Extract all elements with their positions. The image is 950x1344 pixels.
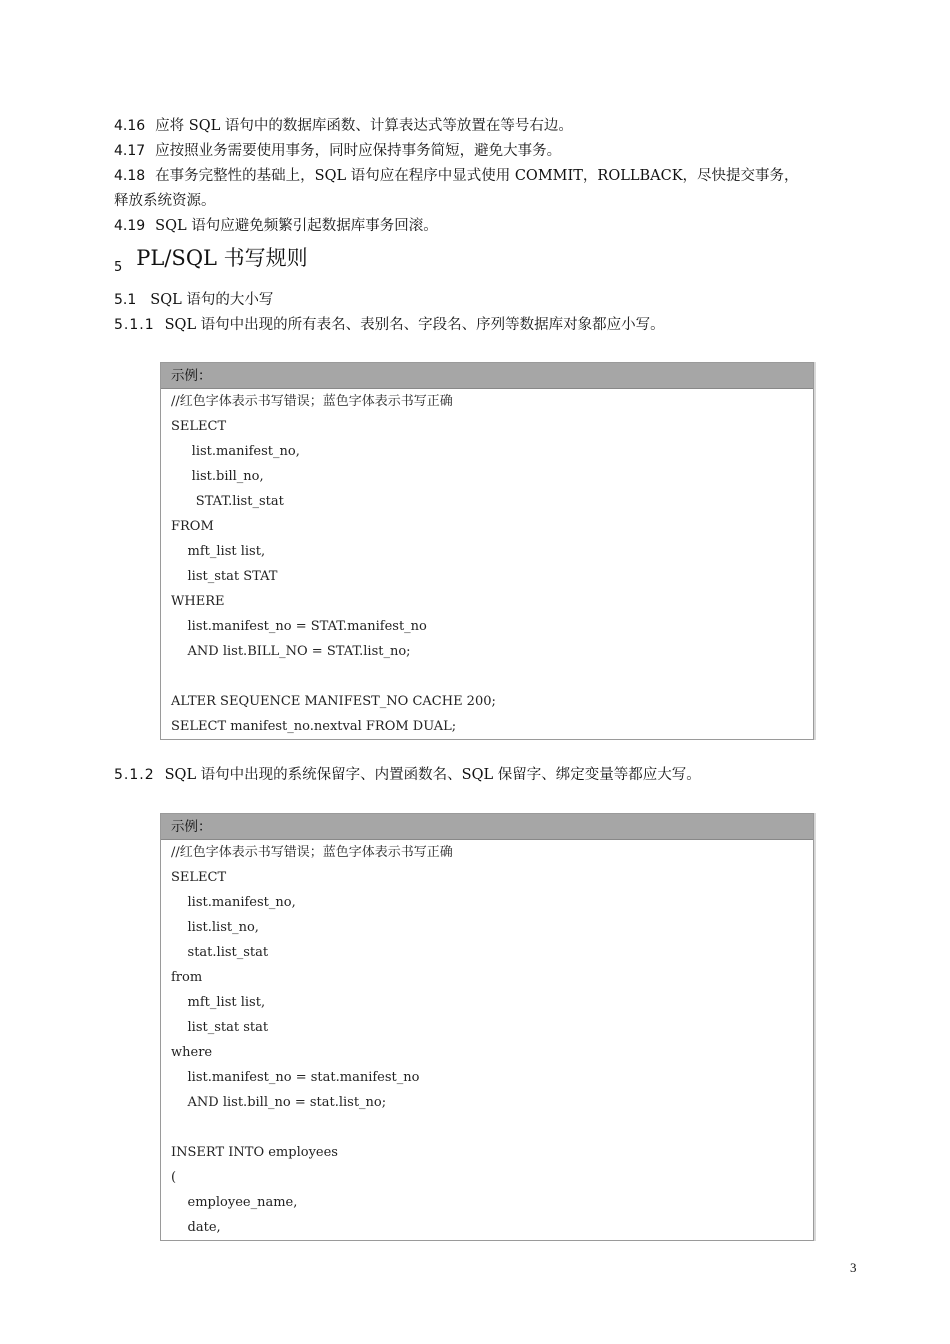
code-example-box-2 <box>160 813 814 1241</box>
subsection-number: 5.1.1 <box>114 317 155 333</box>
paragraph-4-18 <box>114 164 836 189</box>
subsection-text: SQL 语句中出现的所有表名、表别名、字段名、序列等数据库对象都应小写。 <box>164 317 665 333</box>
code-line: FROM <box>171 519 214 534</box>
code-line: list.list_no, <box>171 920 259 935</box>
code-line: mft_list list, <box>171 544 266 559</box>
code-line: AND list.BILL_NO = STAT.list_no; <box>171 644 411 659</box>
code-line: SELECT <box>171 870 227 885</box>
code-line: list_stat stat <box>171 1020 269 1035</box>
paragraph-4-17 <box>114 139 836 164</box>
subsection-5-1-1 <box>114 313 836 338</box>
code-lines <box>161 389 813 739</box>
item-text: 在事务完整性的基础上，SQL 语句应在程序中显式使用 COMMIT，ROLLBACK，尽快提交事务， <box>155 168 799 184</box>
subsection-number: 5.1 <box>114 292 137 308</box>
code-line: stat.list_stat <box>171 945 269 960</box>
code-example-caption: 示例： <box>161 363 813 389</box>
code-line: where <box>171 1045 213 1060</box>
code-example-caption: 示例： <box>161 814 813 840</box>
item-text: 释放系统资源。 <box>114 193 216 209</box>
section-title: PL/SQL 书写规则 <box>136 246 308 270</box>
code-line: //红色字体表示书写错误；蓝色字体表示书写正确 <box>171 394 453 409</box>
subsection-5-1 <box>114 288 836 313</box>
code-line: ALTER SEQUENCE MANIFEST_NO CACHE 200; <box>171 694 496 709</box>
code-line: ( <box>171 1170 177 1185</box>
code-line: //红色字体表示书写错误；蓝色字体表示书写正确 <box>171 845 453 860</box>
subsection-text: SQL 语句中出现的系统保留字、内置函数名、SQL 保留字、绑定变量等都应大写。 <box>164 767 701 783</box>
paragraph-4-18-continued <box>114 189 836 214</box>
code-line: SELECT manifest_no.nextval FROM DUAL; <box>171 719 457 734</box>
page-number: 3 <box>850 1260 857 1275</box>
code-example-box-1 <box>160 362 814 740</box>
paragraph-4-16 <box>114 114 836 139</box>
code-line: list.manifest_no = STAT.manifest_no <box>171 619 427 634</box>
section-heading <box>114 244 308 282</box>
section-number: 5 <box>114 260 123 275</box>
code-line <box>161 1115 813 1140</box>
paragraph-4-19 <box>114 214 836 239</box>
code-line: INSERT INTO employees <box>171 1145 338 1160</box>
code-line: WHERE <box>171 594 225 609</box>
code-line: from <box>171 970 203 985</box>
code-line: STAT.list_stat <box>171 494 284 509</box>
code-line: list.manifest_no = stat.manifest_no <box>171 1070 420 1085</box>
code-line: employee_name, <box>171 1195 298 1210</box>
code-line: date, <box>171 1220 221 1235</box>
code-lines <box>161 840 813 1240</box>
item-text: 应按照业务需要使用事务，同时应保持事务简短，避免大事务。 <box>155 143 562 159</box>
code-line <box>161 664 813 689</box>
subsection-title: SQL 语句的大小写 <box>150 292 274 308</box>
code-line: AND list.bill_no = stat.list_no; <box>171 1095 387 1110</box>
subsection-5-1-2 <box>114 763 836 788</box>
code-line: list_stat STAT <box>171 569 278 584</box>
item-number: 4.16 <box>114 118 146 134</box>
code-line: list.bill_no, <box>171 469 264 484</box>
item-number: 4.19 <box>114 218 146 234</box>
subsection-number: 5.1.2 <box>114 767 155 783</box>
item-number: 4.18 <box>114 168 146 184</box>
code-line: SELECT <box>171 419 227 434</box>
code-line: list.manifest_no, <box>171 444 300 459</box>
item-text: SQL 语句应避免频繁引起数据库事务回滚。 <box>155 218 438 234</box>
code-line: list.manifest_no, <box>171 895 296 910</box>
item-number: 4.17 <box>114 143 146 159</box>
item-text: 应将 SQL 语句中的数据库函数、计算表达式等放置在等号右边。 <box>155 118 573 134</box>
code-line: mft_list list, <box>171 995 266 1010</box>
